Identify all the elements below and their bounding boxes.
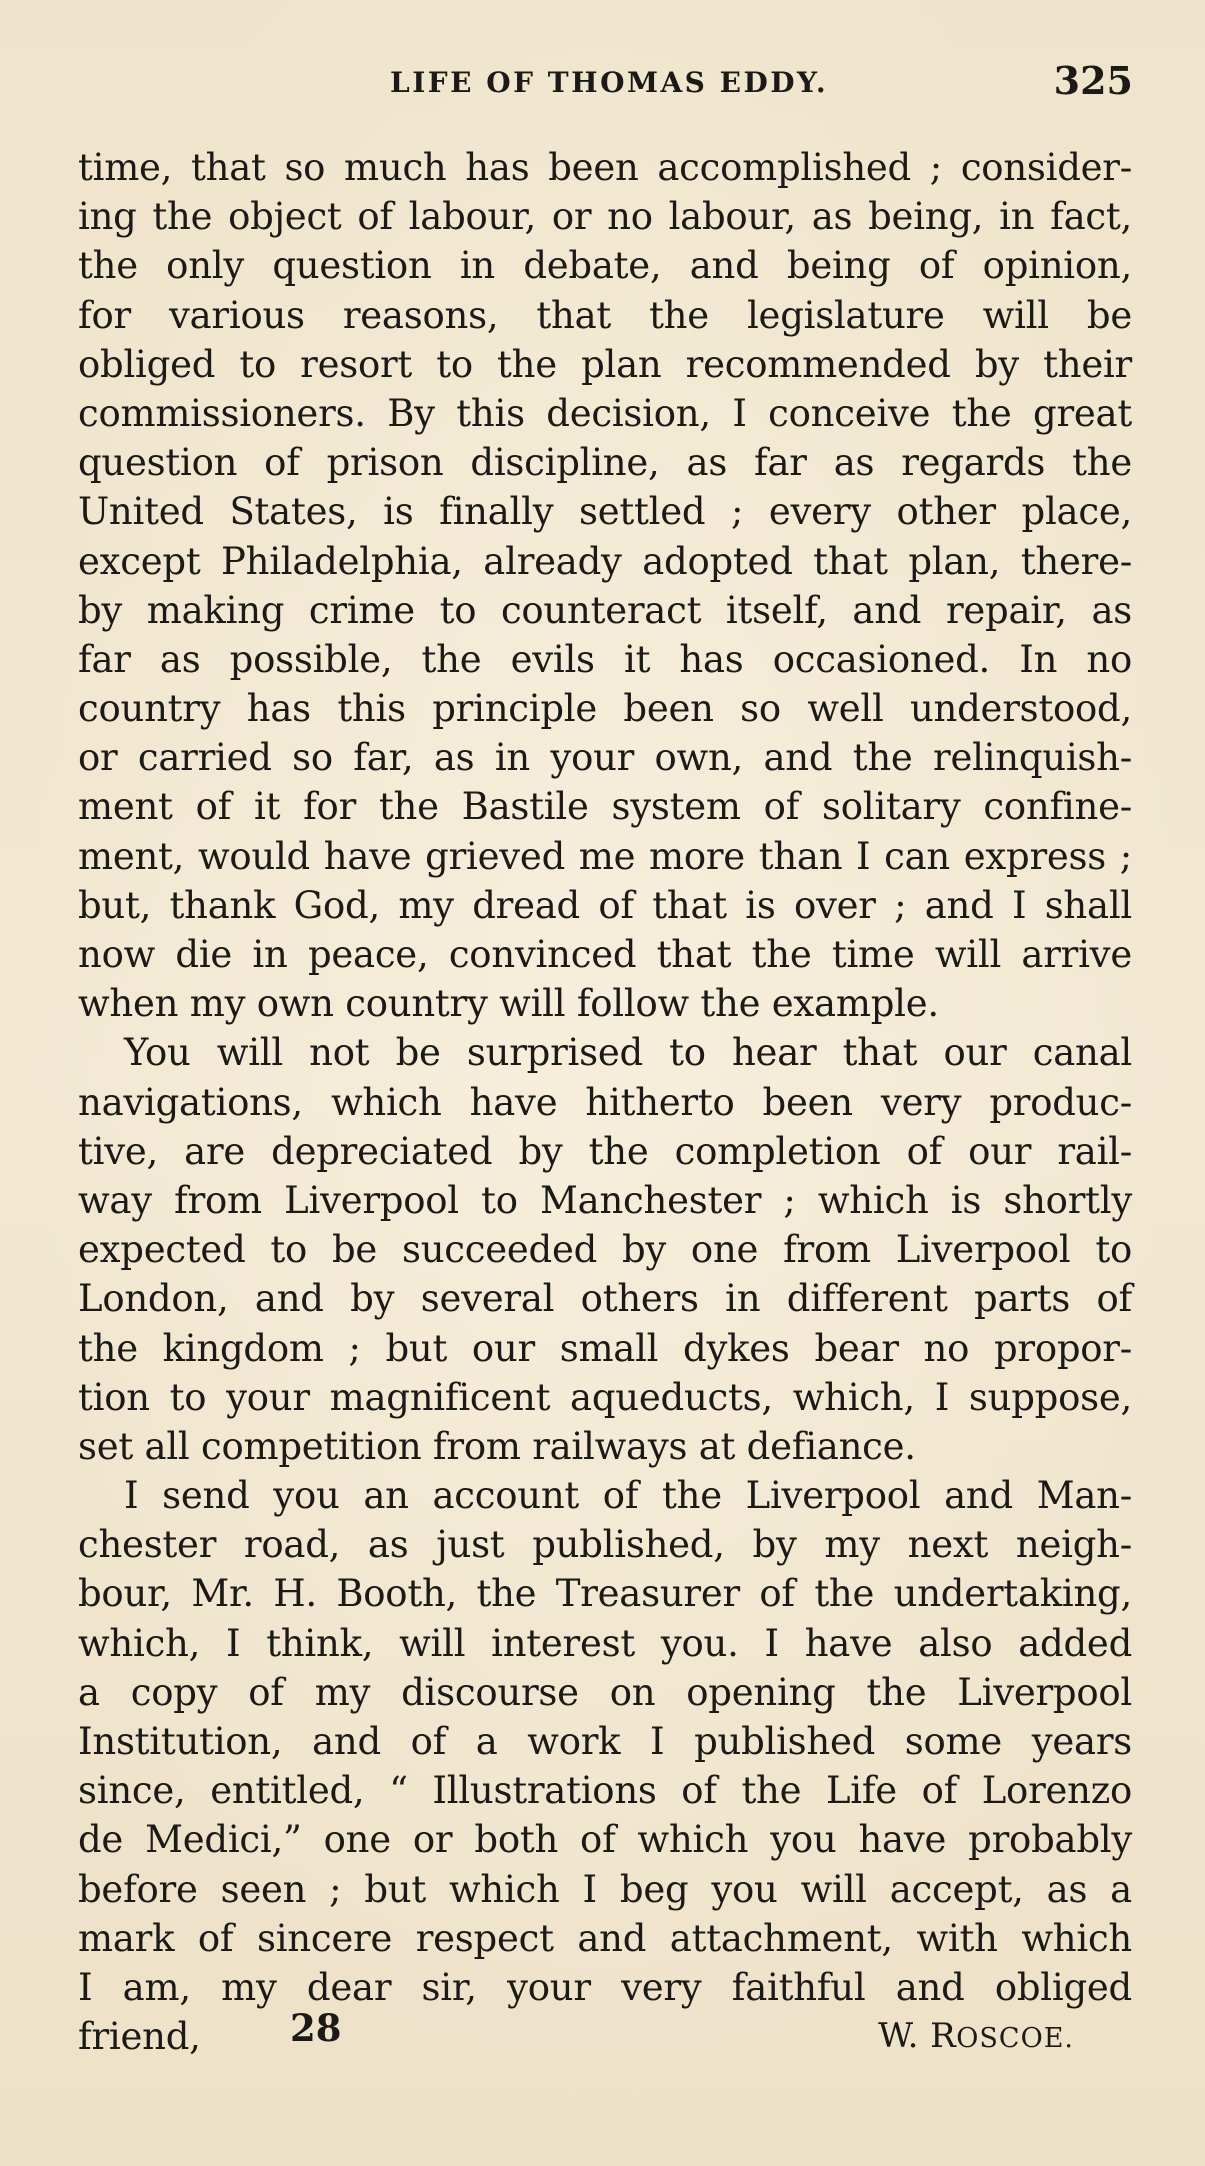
text-line: tion to your magnificent aqueducts, which, I suppose, xyxy=(78,1375,1132,1419)
text-line: country has this principle been so well understood, xyxy=(78,687,1132,731)
text-line: time, that so much has been accomplished ; consider- xyxy=(78,146,1132,189)
paragraph-1 xyxy=(78,143,1132,1028)
text-line: navigations, which have hitherto been very produc- xyxy=(78,1080,1132,1124)
text-line: United States, is finally settled ; every other place, xyxy=(78,490,1132,534)
text-line: the only question in debate, and being of opinion, xyxy=(78,244,1132,288)
text-line: since, entitled, “ Illustrations of the Life of Lorenzo xyxy=(78,1769,1132,1813)
text-line: obliged to resort to the plan recommended by their xyxy=(78,342,1132,386)
text-line: question of prison discipline, as far as regards the xyxy=(78,441,1132,485)
signature xyxy=(878,2012,1074,2063)
text-line: by making crime to counteract itself, and repair, as xyxy=(78,588,1132,632)
page-number: 325 xyxy=(1053,58,1133,103)
text-line: chester road, as just published, by my next neigh- xyxy=(78,1523,1132,1567)
text-line: the kingdom ; but our small dykes bear no propor- xyxy=(78,1326,1132,1370)
running-title: LIFE OF THOMAS EDDY. xyxy=(390,66,829,99)
text-line: which, I think, will interest you. I have also added xyxy=(78,1621,1132,1665)
text-line: ing the object of labour, or no labour, as being, in fact, xyxy=(78,195,1132,239)
closing-word: friend, xyxy=(78,2015,201,2059)
text-line: far as possible, the evils it has occasioned. In no xyxy=(78,637,1132,681)
text-line: before seen ; but which I beg you will accept, as a xyxy=(78,1867,1132,1911)
text-line: set all competition from railways at defiance. xyxy=(78,1424,916,1468)
paragraph-2 xyxy=(78,1028,1132,1471)
text-line: bour, Mr. H. Booth, the Treasurer of the undertaking, xyxy=(78,1572,1132,1616)
text-line: ment of it for the Bastile system of solitary confine- xyxy=(78,785,1132,829)
text-line: except Philadelphia, already adopted that plan, there- xyxy=(78,539,1132,583)
text-line: expected to be succeeded by one from Liverpool to xyxy=(78,1228,1132,1272)
text-line: way from Liverpool to Manchester ; which is shortly xyxy=(78,1178,1132,1222)
text-line: now die in peace, convinced that the time will arrive xyxy=(78,933,1132,976)
text-line: Institution, and of a work I published some years xyxy=(78,1720,1132,1763)
text-line: de Medici,” one or both of which you have probably xyxy=(78,1818,1132,1862)
text-line: when my own country will follow the example. xyxy=(78,982,939,1026)
text-line: but, thank God, my dread of that is over ; and I shall xyxy=(78,883,1132,927)
text-line: London, and by several others in different parts of xyxy=(78,1277,1132,1321)
signature-smallcaps: OSCOE. xyxy=(956,2023,1074,2055)
text-line: a copy of my discourse on opening the Liverpool xyxy=(78,1670,1132,1714)
signature-mark: 28 xyxy=(290,2006,342,2050)
paragraph-3 xyxy=(78,1471,1132,2061)
signature-initial: W. R xyxy=(878,2016,957,2057)
closing-line xyxy=(78,2012,1132,2061)
text-line: mark of sincere respect and attachment, with which xyxy=(78,1916,1132,1960)
text-line: or carried so far, as in your own, and the relinquish- xyxy=(78,736,1132,780)
text-line: You will not be surprised to hear that our canal xyxy=(124,1031,1132,1075)
text-line: ment, would have grieved me more than I can express ; xyxy=(78,834,1132,878)
text-line: tive, are depreciated by the completion of our rail- xyxy=(78,1129,1132,1173)
text-line: I send you an account of the Liverpool and Man- xyxy=(124,1474,1132,1518)
body-text xyxy=(78,143,1132,2061)
text-line: commissioners. By this decision, I conceive the great xyxy=(78,391,1132,435)
text-line: for various reasons, that the legislature will be xyxy=(78,293,1132,337)
text-line: I am, my dear sir, your very faithful and obliged xyxy=(78,1965,1132,2009)
